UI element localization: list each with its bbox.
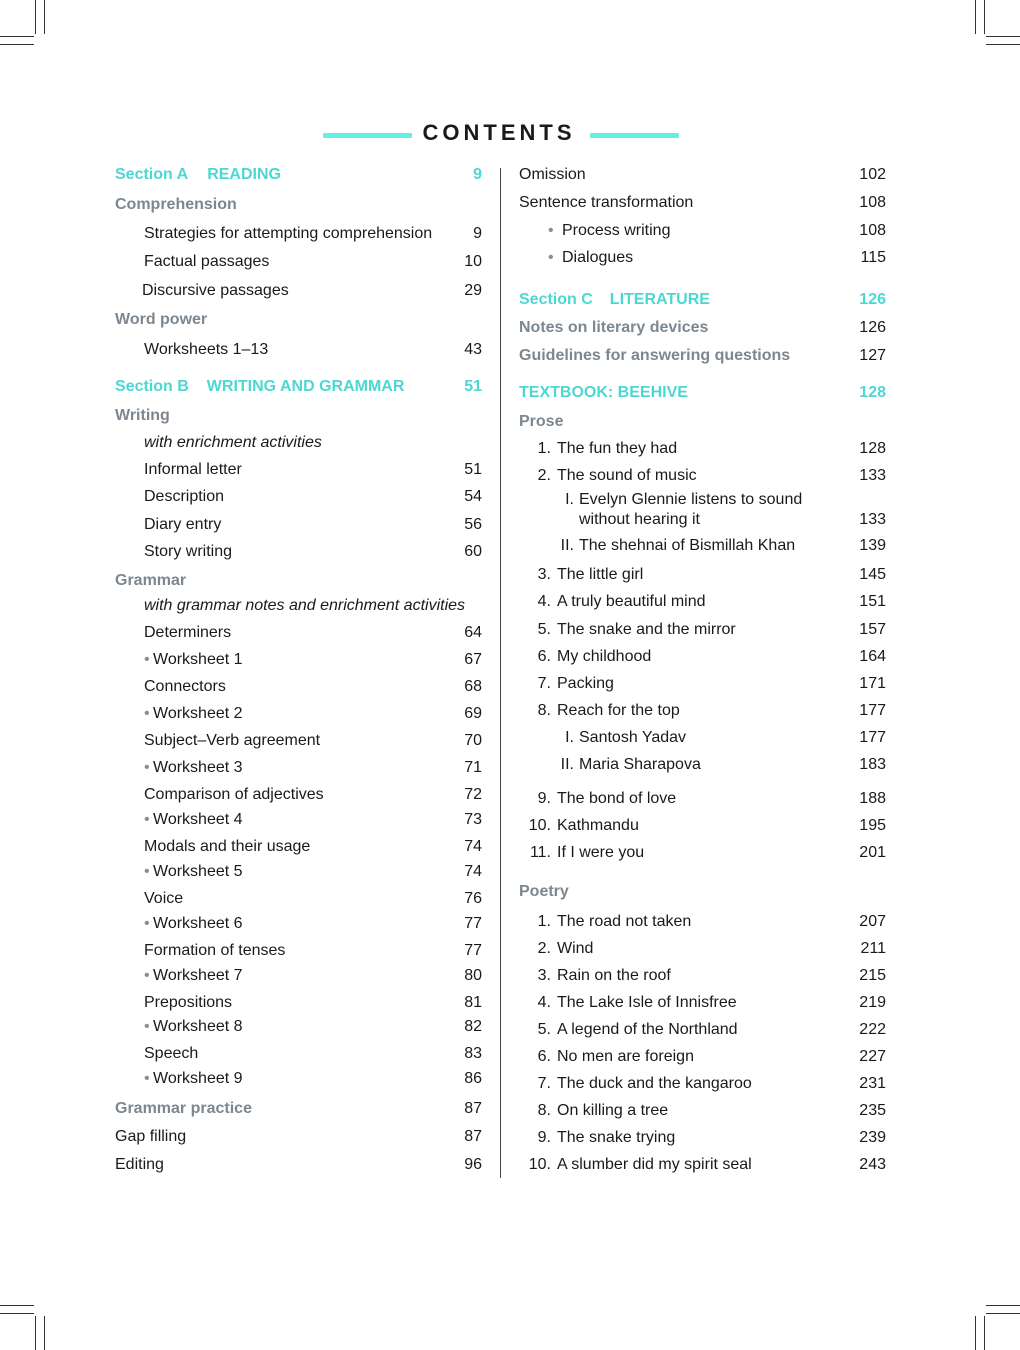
page-title: CONTENTS bbox=[422, 120, 576, 145]
entry-number: 6. bbox=[537, 648, 551, 665]
entry-label: Rain on the roof bbox=[557, 967, 671, 984]
entry-label: Worksheet 1 bbox=[153, 651, 243, 668]
subheading bbox=[115, 570, 482, 592]
entry-page: 68 bbox=[464, 678, 482, 695]
entry-label: My childhood bbox=[557, 648, 652, 665]
entry-page: 82 bbox=[464, 1018, 482, 1035]
section-c-title: LITERATURE bbox=[609, 291, 710, 308]
entry-page: 171 bbox=[859, 675, 886, 692]
entry-page: 54 bbox=[464, 488, 482, 505]
toc-entry bbox=[144, 541, 482, 563]
toc-entry bbox=[521, 938, 886, 960]
entry-page: 115 bbox=[860, 249, 886, 266]
toc-entry bbox=[144, 339, 482, 361]
subheading bbox=[115, 405, 482, 427]
entry-label: Wind bbox=[557, 940, 594, 957]
entry-label: Kathmandu bbox=[557, 817, 639, 834]
toc-entry bbox=[144, 965, 482, 987]
entry-label-continued: without hearing it bbox=[579, 511, 700, 528]
entry-label: Reach for the top bbox=[557, 702, 680, 719]
toc-entry bbox=[144, 622, 482, 644]
subheading bbox=[519, 345, 886, 367]
entry-page: 227 bbox=[859, 1048, 886, 1065]
entry-page: 133 bbox=[859, 511, 886, 528]
entry-page: 108 bbox=[859, 222, 886, 239]
entry-label: Sentence transformation bbox=[519, 194, 694, 211]
entry-page: 96 bbox=[464, 1156, 482, 1173]
entry-number: 4. bbox=[537, 593, 551, 610]
toc-entry bbox=[521, 591, 886, 613]
entry-page: 211 bbox=[860, 940, 886, 957]
section-c-label: Section C bbox=[519, 291, 593, 308]
entry-label: Maria Sharapova bbox=[579, 756, 701, 773]
subheading bbox=[115, 194, 482, 216]
toc-entry bbox=[521, 842, 886, 864]
entry-label: Diary entry bbox=[144, 516, 222, 533]
entry-page: 139 bbox=[859, 537, 886, 554]
entry-number: 4. bbox=[537, 994, 551, 1011]
entry-page: 29 bbox=[464, 282, 482, 299]
grammar-note: with grammar notes and enrichment activities bbox=[144, 597, 466, 614]
entry-label: A truly beautiful mind bbox=[557, 593, 706, 610]
textbook-page: 128 bbox=[859, 384, 886, 401]
section-c-heading bbox=[519, 289, 886, 311]
entry-label: If I were you bbox=[557, 844, 645, 861]
prose-heading: Prose bbox=[519, 413, 564, 430]
toc-entry bbox=[144, 676, 482, 698]
entry-label: Omission bbox=[519, 166, 586, 183]
toc-entry bbox=[521, 646, 886, 668]
toc-entry bbox=[521, 911, 886, 933]
entry-page: 74 bbox=[464, 838, 482, 855]
entry-label: Modals and their usage bbox=[144, 838, 311, 855]
entry-page: 80 bbox=[464, 967, 482, 984]
note bbox=[144, 432, 482, 454]
entry-page: 177 bbox=[859, 702, 886, 719]
toc-entry bbox=[521, 1073, 886, 1095]
entry-page: 77 bbox=[464, 915, 482, 932]
toc-entry bbox=[521, 700, 886, 722]
toc-entry bbox=[144, 836, 482, 858]
entry-label: The duck and the kangaroo bbox=[557, 1075, 752, 1092]
toc-entry bbox=[521, 619, 886, 641]
entry-label: Strategies for attempting comprehension bbox=[144, 225, 433, 242]
subheading bbox=[115, 309, 482, 331]
entry-page: 73 bbox=[464, 811, 482, 828]
bullet-icon: • bbox=[144, 863, 150, 880]
toc-entry bbox=[521, 564, 886, 586]
entry-page: 127 bbox=[859, 347, 886, 364]
header-bar-right bbox=[590, 133, 679, 138]
writing-note: with enrichment activities bbox=[144, 434, 322, 451]
bullet-icon: • bbox=[144, 651, 150, 668]
entry-number: 3. bbox=[537, 566, 551, 583]
entry-label: Evelyn Glennie listens to sound bbox=[579, 491, 803, 508]
entry-page: 151 bbox=[859, 593, 886, 610]
entry-label: The Lake Isle of Innisfree bbox=[557, 994, 737, 1011]
bullet-icon: • bbox=[144, 759, 150, 776]
entry-label: The snake and the mirror bbox=[557, 621, 736, 638]
entry-page: 83 bbox=[464, 1045, 482, 1062]
entry-label: Santosh Yadav bbox=[579, 729, 687, 746]
entry-label: Dialogues bbox=[562, 249, 634, 266]
entry-page: 243 bbox=[859, 1156, 886, 1173]
entry-number: 9. bbox=[537, 1129, 551, 1146]
toc-entry bbox=[144, 223, 482, 245]
entry-page: 201 bbox=[859, 844, 886, 861]
entry-page: 87 bbox=[464, 1128, 482, 1145]
entry-label: Editing bbox=[115, 1156, 164, 1173]
entry-page: 9 bbox=[473, 225, 482, 242]
entry-label: On killing a tree bbox=[557, 1102, 669, 1119]
entry-page: 177 bbox=[859, 729, 886, 746]
entry-label: Connectors bbox=[144, 678, 226, 695]
toc-entry bbox=[548, 220, 886, 242]
toc-entry bbox=[521, 438, 886, 460]
toc-entry bbox=[144, 486, 482, 508]
entry-number: 6. bbox=[537, 1048, 551, 1065]
entry-label: Worksheet 5 bbox=[153, 863, 243, 880]
entry-label: Discursive passages bbox=[142, 282, 289, 299]
textbook-title: TEXTBOOK: BEEHIVE bbox=[519, 384, 688, 401]
toc-entry bbox=[144, 703, 482, 725]
entry-page: 67 bbox=[464, 651, 482, 668]
section-b-page: 51 bbox=[464, 378, 482, 395]
toc-entry bbox=[521, 673, 886, 695]
entry-page: 219 bbox=[859, 994, 886, 1011]
toc-entry bbox=[519, 164, 886, 186]
entry-page: 222 bbox=[859, 1021, 886, 1038]
entry-number: 11. bbox=[529, 844, 551, 861]
toc-entry bbox=[144, 1043, 482, 1065]
toc-entry bbox=[552, 727, 886, 749]
toc-entry bbox=[144, 888, 482, 910]
entry-page: 102 bbox=[859, 166, 886, 183]
note bbox=[144, 595, 482, 617]
section-c-page: 126 bbox=[859, 291, 886, 308]
toc-entry bbox=[521, 815, 886, 837]
entry-number: 2. bbox=[537, 940, 551, 957]
toc-entry bbox=[552, 535, 886, 557]
toc-entry bbox=[521, 1154, 886, 1176]
entry-label: Process writing bbox=[562, 222, 671, 239]
entry-number: 8. bbox=[537, 1102, 551, 1119]
entry-label: A legend of the Northland bbox=[557, 1021, 738, 1038]
entry-page: 157 bbox=[859, 621, 886, 638]
toc-entry bbox=[144, 1068, 482, 1090]
toc-entry bbox=[144, 992, 482, 1014]
bullet-icon: • bbox=[144, 705, 150, 722]
entry-number: II. bbox=[560, 756, 574, 773]
entry-page: 60 bbox=[464, 543, 482, 560]
grammar-heading: Grammar bbox=[115, 572, 187, 589]
entry-label: Worksheet 4 bbox=[153, 811, 243, 828]
entry-label: Informal letter bbox=[144, 461, 242, 478]
entry-page: 72 bbox=[464, 786, 482, 803]
subheading bbox=[519, 317, 886, 339]
entry-number: II. bbox=[560, 537, 574, 554]
entry-label: A slumber did my spirit seal bbox=[557, 1156, 752, 1173]
poetry-heading: Poetry bbox=[519, 883, 569, 900]
entry-page: 10 bbox=[464, 253, 482, 270]
entry-number: 7. bbox=[537, 1075, 551, 1092]
entry-page: 128 bbox=[859, 440, 886, 457]
toc-entry bbox=[548, 247, 886, 269]
section-b-label: Section B bbox=[115, 378, 189, 395]
entry-number: 1. bbox=[537, 440, 551, 457]
entry-label: Worksheet 6 bbox=[153, 915, 243, 932]
entry-page: 86 bbox=[464, 1070, 482, 1087]
grammar-practice-heading: Grammar practice bbox=[115, 1100, 252, 1117]
toc-entry bbox=[144, 809, 482, 831]
entry-page: 87 bbox=[464, 1100, 482, 1117]
entry-number: 2. bbox=[537, 467, 551, 484]
entry-label: Gap filling bbox=[115, 1128, 187, 1145]
entry-label: Worksheet 9 bbox=[153, 1070, 243, 1087]
entry-label: Factual passages bbox=[144, 253, 270, 270]
header-bar-left bbox=[323, 133, 412, 138]
toc-entry bbox=[142, 280, 482, 302]
entry-label: The bond of love bbox=[557, 790, 677, 807]
entry-page: 69 bbox=[464, 705, 482, 722]
toc-entry bbox=[144, 940, 482, 962]
section-a-title: READING bbox=[207, 166, 281, 183]
toc-entry bbox=[115, 1126, 482, 1148]
entry-page: 108 bbox=[859, 194, 886, 211]
toc-entry bbox=[144, 649, 482, 671]
section-a-page: 9 bbox=[473, 166, 482, 183]
notes-heading: Notes on literary devices bbox=[519, 319, 709, 336]
entry-number: 7. bbox=[537, 675, 551, 692]
toc-entry bbox=[521, 1019, 886, 1041]
entry-label: Determiners bbox=[144, 624, 232, 641]
subheading bbox=[115, 1098, 482, 1120]
textbook-heading bbox=[519, 382, 886, 404]
toc-entry bbox=[144, 730, 482, 752]
toc-entry bbox=[552, 490, 886, 532]
entry-page: 239 bbox=[859, 1129, 886, 1146]
entry-label: Formation of tenses bbox=[144, 942, 286, 959]
entry-page: 56 bbox=[464, 516, 482, 533]
entry-page: 183 bbox=[859, 756, 886, 773]
entry-number: I. bbox=[565, 729, 574, 746]
entry-page: 51 bbox=[464, 461, 482, 478]
toc-entry bbox=[144, 784, 482, 806]
toc-entry bbox=[144, 913, 482, 935]
entry-label: The sound of music bbox=[557, 467, 697, 484]
entry-label: The road not taken bbox=[557, 913, 692, 930]
toc-entry bbox=[144, 459, 482, 481]
entry-page: 215 bbox=[859, 967, 886, 984]
entry-page: 81 bbox=[464, 994, 482, 1011]
entry-label: Story writing bbox=[144, 543, 233, 560]
section-a-label: Section A bbox=[115, 166, 189, 183]
entry-label: Worksheet 8 bbox=[153, 1018, 243, 1035]
column-divider bbox=[500, 168, 501, 1178]
bullet-icon: • bbox=[144, 811, 150, 828]
toc-entry bbox=[552, 754, 886, 776]
entry-label: Comparison of adjectives bbox=[144, 786, 324, 803]
entry-page: 71 bbox=[464, 759, 482, 776]
bullet-icon: • bbox=[548, 249, 554, 266]
entry-number: 10. bbox=[528, 817, 551, 834]
toc-entry bbox=[521, 788, 886, 810]
entry-label: The fun they had bbox=[557, 440, 678, 457]
entry-number: 5. bbox=[537, 1021, 551, 1038]
entry-number: 8. bbox=[537, 702, 551, 719]
toc-entry bbox=[115, 1154, 482, 1176]
section-b-title: WRITING AND GRAMMAR bbox=[206, 378, 405, 395]
entry-label: Description bbox=[144, 488, 225, 505]
bullet-icon: • bbox=[144, 915, 150, 932]
toc-entry bbox=[521, 465, 886, 487]
entry-number: I. bbox=[565, 491, 574, 508]
entry-label: Worksheets 1–13 bbox=[144, 341, 269, 358]
toc-entry bbox=[521, 1100, 886, 1122]
writing-heading: Writing bbox=[115, 407, 170, 424]
toc-entry bbox=[521, 1127, 886, 1149]
section-a-heading bbox=[115, 164, 482, 186]
entry-page: 76 bbox=[464, 890, 482, 907]
entry-number: 1. bbox=[537, 913, 551, 930]
bullet-icon: • bbox=[144, 1018, 150, 1035]
entry-page: 145 bbox=[859, 566, 886, 583]
entry-page: 126 bbox=[859, 319, 886, 336]
entry-label: Speech bbox=[144, 1045, 199, 1062]
entry-number: 5. bbox=[537, 621, 551, 638]
entry-label: Voice bbox=[144, 890, 184, 907]
toc-entry bbox=[521, 992, 886, 1014]
entry-page: 195 bbox=[859, 817, 886, 834]
entry-page: 164 bbox=[859, 648, 886, 665]
entry-page: 70 bbox=[464, 732, 482, 749]
toc-entry bbox=[521, 965, 886, 987]
section-b-heading bbox=[115, 376, 482, 398]
guidelines-heading: Guidelines for answering questions bbox=[519, 347, 791, 364]
entry-number: 10. bbox=[528, 1156, 551, 1173]
entry-page: 77 bbox=[464, 942, 482, 959]
entry-page: 133 bbox=[859, 467, 886, 484]
entry-label: Subject–Verb agreement bbox=[144, 732, 321, 749]
entry-label: The little girl bbox=[557, 566, 644, 583]
entry-page: 188 bbox=[859, 790, 886, 807]
entry-label: No men are foreign bbox=[557, 1048, 694, 1065]
word-power-heading: Word power bbox=[115, 311, 208, 328]
bullet-icon: • bbox=[144, 967, 150, 984]
bullet-icon: • bbox=[144, 1070, 150, 1087]
contents-header bbox=[0, 118, 1020, 152]
entry-page: 43 bbox=[464, 341, 482, 358]
entry-label: Worksheet 2 bbox=[153, 705, 243, 722]
entry-label: Prepositions bbox=[144, 994, 233, 1011]
entry-label: The snake trying bbox=[557, 1129, 676, 1146]
entry-page: 207 bbox=[859, 913, 886, 930]
toc-entry bbox=[144, 861, 482, 883]
toc-entry bbox=[144, 1016, 482, 1038]
toc-entry bbox=[144, 757, 482, 779]
entry-page: 64 bbox=[464, 624, 482, 641]
entry-page: 235 bbox=[859, 1102, 886, 1119]
entry-page: 231 bbox=[859, 1075, 886, 1092]
toc-entry bbox=[519, 192, 886, 214]
toc-entry bbox=[144, 514, 482, 536]
entry-number: 3. bbox=[537, 967, 551, 984]
bullet-icon: • bbox=[548, 222, 554, 239]
entry-label: Packing bbox=[557, 675, 614, 692]
comprehension-heading: Comprehension bbox=[115, 196, 237, 213]
subheading bbox=[519, 881, 886, 903]
entry-label: The shehnai of Bismillah Khan bbox=[579, 537, 796, 554]
subheading bbox=[519, 411, 886, 433]
entry-label: Worksheet 3 bbox=[153, 759, 243, 776]
entry-page: 74 bbox=[464, 863, 482, 880]
toc-entry bbox=[521, 1046, 886, 1068]
entry-label: Worksheet 7 bbox=[153, 967, 243, 984]
toc-entry bbox=[144, 251, 482, 273]
entry-number: 9. bbox=[537, 790, 551, 807]
